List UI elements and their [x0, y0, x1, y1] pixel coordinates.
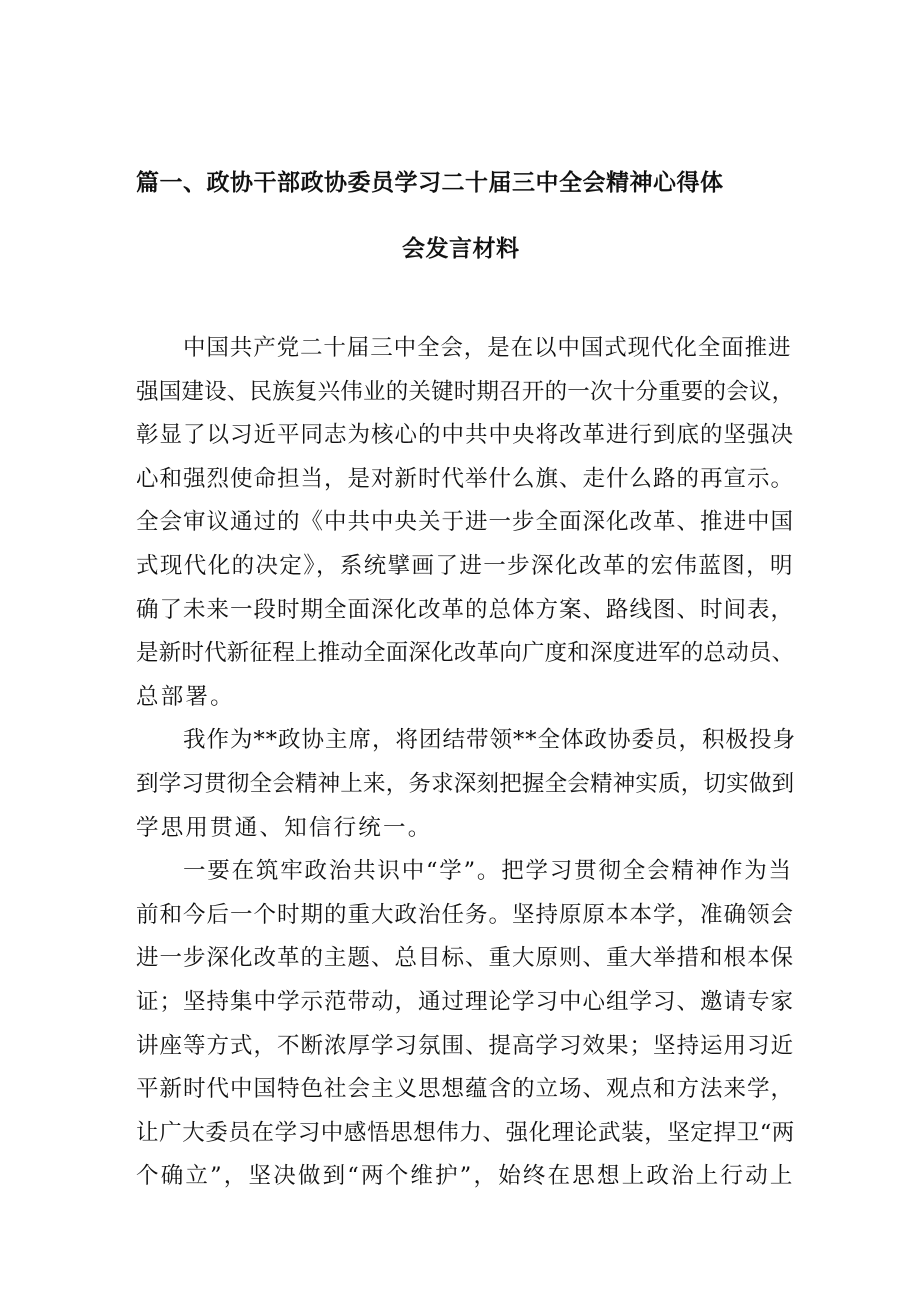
text-line: 全会审议通过的《中共中央关于进一步全面深化改革、推进中国 — [136, 509, 795, 536]
text-line: 证；坚持集中学示范带动，通过理论学习中心组学习、邀请专家 — [136, 988, 795, 1015]
text-line: 是新时代新征程上推动全面深化改革向广度和深度进军的总动员、 — [136, 640, 795, 667]
text-line: 到学习贯彻全会精神上来，务求深刻把握全会精神实质，切实做到 — [136, 770, 795, 797]
text-line: 一要在筑牢政治共识中“学”。把学习贯彻全会精神作为当 — [183, 858, 793, 885]
text-line: 彰显了以习近平同志为核心的中共中央将改革进行到底的坚强决 — [136, 422, 795, 449]
text-line: 前和今后一个时期的重大政治任务。坚持原原本本学，准确领会 — [136, 901, 795, 928]
text-line: 让广大委员在学习中感悟思想伟力、强化理论武装，坚定捍卫“两 — [136, 1119, 795, 1146]
text-line: 式现代化的决定》，系统擘画了进一步深化改革的宏伟蓝图，明 — [136, 552, 794, 579]
text-line: 讲座等方式，不断浓厚学习氛围、提高学习效果；坚持运用习近 — [136, 1032, 795, 1059]
text-line: 确了未来一段时期全面深化改革的总体方案、路线图、时间表， — [136, 596, 795, 623]
text-line: 我作为**政协主席，将团结带领**全体政协委员，积极投身 — [183, 727, 797, 754]
document-title-line-2: 会发言材料 — [402, 236, 520, 262]
text-line: 个确立”，坚决做到“两个维护”，始终在思想上政治上行动上 — [136, 1163, 795, 1190]
text-line: 学思用贯通、知信行统一。 — [136, 814, 433, 841]
text-line: 平新时代中国特色社会主义思想蕴含的立场、观点和方法来学， — [136, 1076, 795, 1103]
text-line: 总部署。 — [136, 683, 235, 710]
text-line: 强国建设、民族复兴伟业的关键时期召开的一次十分重要的会议， — [136, 378, 795, 405]
text-line: 中国共产党二十届三中全会，是在以中国式现代化全面推进 — [183, 335, 792, 361]
text-line: 进一步深化改革的主题、总目标、重大原则、重大举措和根本保 — [136, 945, 795, 972]
text-line: 心和强烈使命担当，是对新时代举什么旗、走什么路的再宣示。 — [136, 465, 795, 492]
document-title-line-1: 篇一、政协干部政协委员学习二十届三中全会精神心得体 — [136, 170, 724, 196]
document-body — [136, 327, 796, 1199]
